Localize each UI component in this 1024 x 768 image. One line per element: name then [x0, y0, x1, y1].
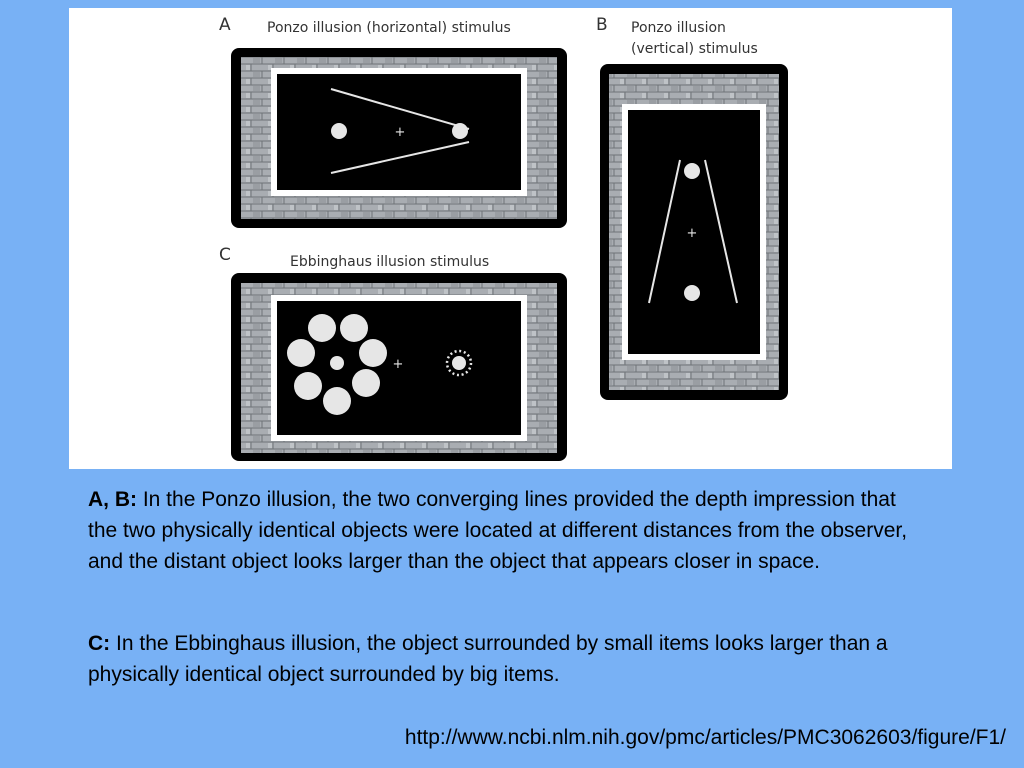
- ebbinghaus-large-surround-disc: [359, 339, 387, 367]
- panel-a-letter: A: [219, 15, 231, 35]
- ebbinghaus-right-center-disc: [452, 356, 466, 370]
- panel-b-letter: B: [596, 15, 608, 35]
- ebbinghaus-large-surround-disc: [308, 314, 336, 342]
- caption-c-label: C:: [88, 632, 111, 655]
- ebbinghaus-left-center-disc: [330, 356, 344, 370]
- caption-ab-label: A, B:: [88, 488, 137, 511]
- ebbinghaus-large-surround-disc: [323, 387, 351, 415]
- panel-b-fixation-cross: +: [686, 226, 698, 241]
- caption-panels-a-b: [88, 484, 918, 577]
- panel-b-caption-line2: (vertical) stimulus: [631, 41, 758, 57]
- caption-c-text: In the Ebbinghaus illusion, the object surrounded by small items looks larger than a physically identical object surrounded by big items.: [88, 632, 888, 686]
- panel-c-fixation-cross: +: [392, 357, 404, 372]
- ebbinghaus-large-surround-disc: [287, 339, 315, 367]
- panel-b-caption-line1: Ponzo illusion: [631, 20, 726, 36]
- panel-a-left-disc: [331, 123, 347, 139]
- ebbinghaus-large-surround-disc: [294, 372, 322, 400]
- panel-a-fixation-cross: +: [394, 125, 406, 140]
- figure-panel: [69, 8, 952, 469]
- ponzo-vertical-stimulus: [600, 64, 788, 400]
- panel-c-letter: C: [219, 245, 231, 265]
- panel-c-caption: Ebbinghaus illusion stimulus: [290, 254, 490, 270]
- panel-a-right-disc: [452, 123, 468, 139]
- figure-illustration: [69, 8, 952, 469]
- panel-a-caption: Ponzo illusion (horizontal) stimulus: [267, 20, 511, 36]
- panel-b-bottom-disc: [684, 285, 700, 301]
- caption-ab-text: In the Ponzo illusion, the two converging lines provided the depth impression that the two physically identical objects were located at different distances from the observer, and the distant object looks larger than the object that appears closer in space.: [88, 488, 908, 573]
- source-url-link[interactable]: http://www.ncbi.nlm.nih.gov/pmc/articles/PMC3062603/figure/F1/: [404, 726, 1006, 749]
- ebbinghaus-large-surround-disc: [352, 369, 380, 397]
- ponzo-horizontal-stimulus: [231, 48, 567, 228]
- caption-panel-c: [88, 628, 918, 690]
- ebbinghaus-large-surround-disc: [340, 314, 368, 342]
- ebbinghaus-stimulus: [231, 273, 567, 461]
- panel-b-top-disc: [684, 163, 700, 179]
